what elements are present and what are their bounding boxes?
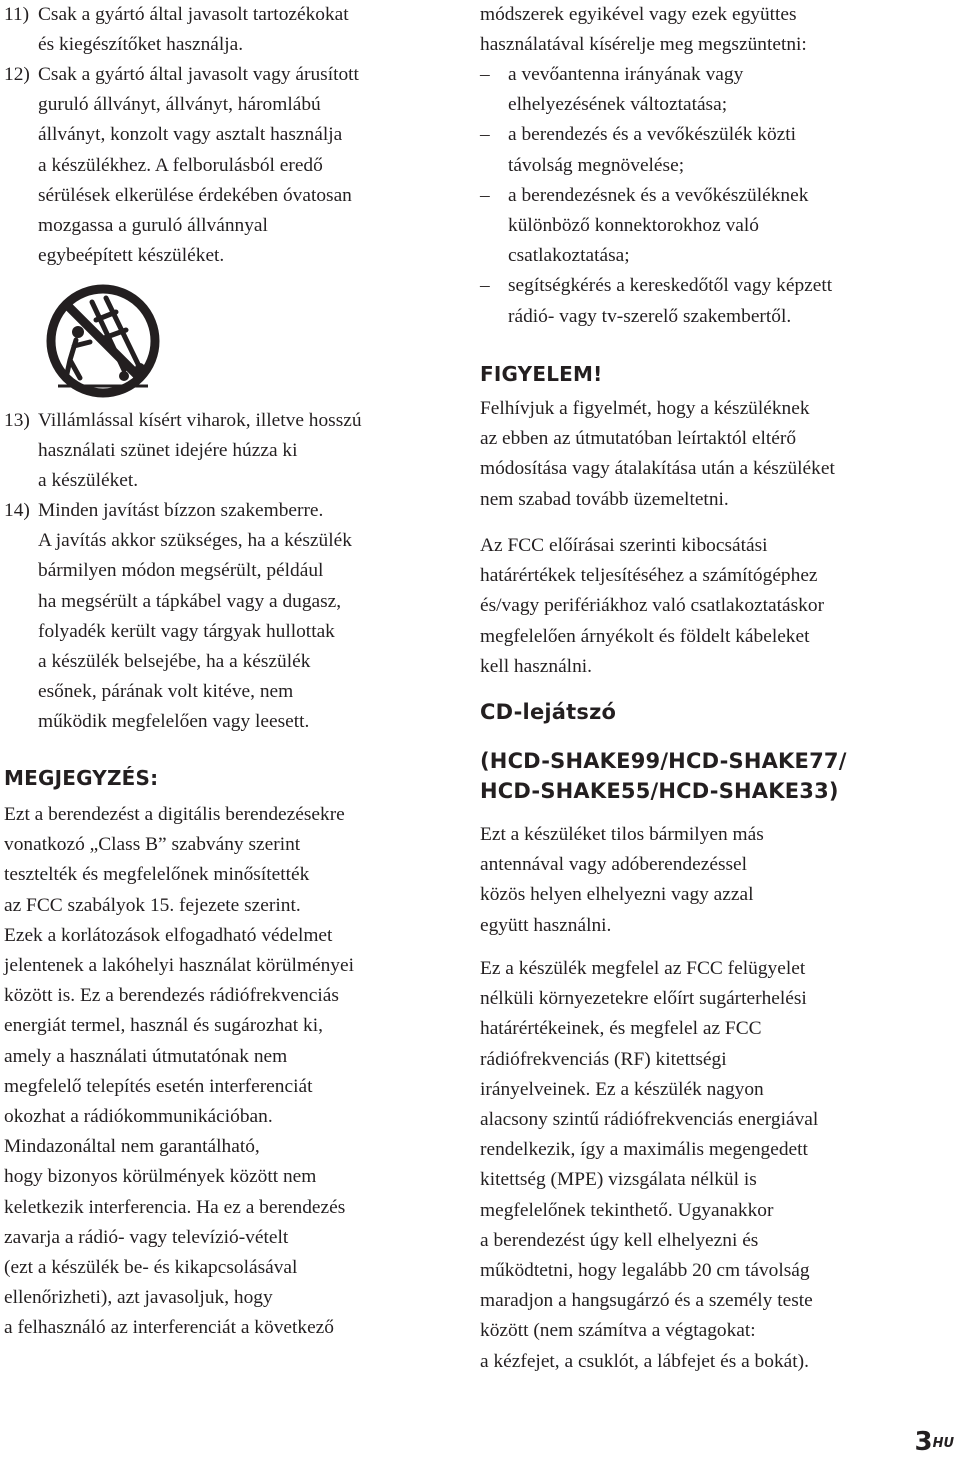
text-line: a berendezésnek és a vevőkészüléknek	[508, 184, 809, 206]
text-line: állványt, konzolt vagy asztalt használja	[38, 124, 343, 146]
dash-bullet: –	[480, 64, 490, 85]
dash-bullet: –	[480, 275, 490, 297]
text-line: antennával vagy adóberendezéssel	[480, 854, 748, 876]
page-number-value: 3	[914, 1427, 933, 1457]
item-number: 13)	[4, 410, 30, 431]
text-line: között is. Ez a berendezés rádiófrekvenciás	[4, 985, 339, 1007]
note-paragraph	[4, 800, 354, 1344]
text-line: amely a használati útmutatónak nem	[4, 1045, 288, 1067]
text-line: a kézfejet, a csuklót, a lábfejet és a bokát).	[480, 1350, 809, 1372]
text-line: Felhívjuk a figyelmét, hogy a készüléknek	[480, 398, 810, 419]
text-line: Csak a gyártó által javasolt vagy árusított	[38, 64, 359, 85]
text-line: Minden javítást bízzon szakemberre.	[38, 500, 324, 521]
text-line: ha megsérült a tápkábel vagy a dugasz,	[38, 590, 342, 612]
text-line: (HCD-SHAKE99/HCD-SHAKE77/	[480, 749, 847, 773]
text-line: ellenőrizheti), azt javasoljuk, hogy	[4, 1287, 273, 1309]
page-number	[914, 1427, 954, 1457]
text-line: és/vagy perifériákhoz való csatlakoztatáskor	[480, 595, 825, 617]
text-line: módszerek egyikével vagy ezek együttes	[480, 4, 797, 25]
text-line: kell használni.	[480, 655, 592, 677]
text-line: a készüléket.	[38, 470, 139, 492]
text-line: nem szabad tovább üzemeltetni.	[480, 488, 729, 510]
text-line: határértékeinek, és megfelel az FCC	[480, 1018, 762, 1040]
text-line: rendelkezik, így a maximális megengedett	[480, 1139, 808, 1161]
text-line: maradjon a hangsugárzó és a személy teste	[480, 1290, 813, 1312]
text-line: zavarja a rádió- vagy televízió-vételt	[4, 1226, 289, 1248]
dash-list	[480, 60, 832, 332]
text-line: használatával kísérelje meg megszüntetni:	[480, 34, 807, 56]
text-line: között (nem számítva a végtagokat:	[480, 1320, 756, 1342]
text-line: Ezek a korlátozások elfogadható védelmet	[4, 924, 333, 946]
text-line: távolság megnövelése;	[508, 154, 685, 176]
text-line: keletkezik interferencia. Ha ez a berendezés	[4, 1196, 346, 1218]
list-item-11	[4, 0, 349, 60]
text-line: A javítás akkor szükséges, ha a készülék	[38, 530, 352, 552]
text-line: energiát termel, használ és sugározhat ki,	[4, 1015, 323, 1037]
text-line: alacsony szintű rádiófrekvenciás energiával	[480, 1109, 819, 1131]
dash-list-item	[480, 60, 832, 120]
dash-bullet: –	[480, 184, 490, 206]
text-line: az FCC szabályok 15. fejezete szerint.	[4, 894, 301, 916]
text-line: a berendezés és a vevőkészülék közti	[508, 124, 797, 146]
text-line: sérülések elkerülése érdekében óvatosan	[38, 184, 352, 206]
text-line: megfelelő telepítés esetén interferenciát	[4, 1075, 313, 1097]
text-line: esőnek, párának volt kitéve, nem	[38, 681, 294, 703]
text-line: (ezt a készülék be- és kikapcsolásával	[4, 1257, 298, 1279]
text-line: nélküli környezetekre előírt sugárterhelési	[480, 988, 807, 1010]
text-line: vonatkozó „Class B” szabvány szerint	[4, 834, 301, 856]
text-line: megfelelőnek tekinthető. Ugyanakkor	[480, 1199, 774, 1221]
text-line: egybeépített készüléket.	[38, 245, 225, 267]
text-line: a berendezést úgy kell elhelyezni és	[480, 1229, 759, 1251]
fcc-paragraph	[480, 531, 824, 682]
item-number: 14)	[4, 500, 30, 521]
list-item-14	[4, 496, 352, 738]
text-line: rádiófrekvenciás (RF) kitettségi	[480, 1048, 727, 1070]
text-line: Villámlással kísért viharok, illetve hosszú	[38, 410, 362, 431]
text-line: a felhasználó az interferenciát a következő	[4, 1317, 334, 1339]
text-line: különböző konnektorokhoz való	[508, 215, 759, 237]
note-heading: MEGJEGYZÉS:	[4, 766, 159, 790]
item-number: 11)	[4, 4, 30, 25]
dash-list-item	[480, 120, 832, 180]
language-code: HU	[932, 1436, 954, 1451]
list-item-12	[4, 60, 359, 271]
text-line: a készülékhez. A felborulásból eredő	[38, 154, 323, 176]
text-line: guruló állványt, állványt, háromlábú	[38, 94, 321, 116]
text-line: HCD-SHAKE55/HCD-SHAKE33)	[480, 779, 839, 803]
model-heading	[480, 746, 847, 806]
text-line: Ezt a készüléket tilos bármilyen más	[480, 824, 764, 845]
text-line: Az FCC előírásai szerinti kibocsátási	[480, 535, 768, 556]
text-line: Mindazonáltal nem garantálható,	[4, 1136, 260, 1158]
intro-paragraph	[480, 0, 807, 60]
rf-exposure-paragraph	[480, 954, 818, 1377]
text-line: segítségkérés a kereskedőtől vagy képzett	[508, 275, 833, 297]
text-line: irányelveinek. Ez a készülék nagyon	[480, 1078, 764, 1100]
text-line: határértékek teljesítéséhez a számítógéphez	[480, 565, 818, 587]
antenna-paragraph	[480, 820, 764, 941]
warning-heading: FIGYELEM!	[480, 362, 603, 386]
text-line: működtetni, hogy legalább 20 cm távolság	[480, 1260, 810, 1282]
warning-paragraph	[480, 394, 835, 515]
text-line: együtt használni.	[480, 914, 612, 936]
dash-bullet: –	[480, 124, 490, 146]
text-line: megfelelően árnyékolt és földelt kábeleket	[480, 625, 810, 647]
cd-player-heading: CD-lejátszó	[480, 700, 617, 724]
text-line: folyadék került vagy tárgyak hullottak	[38, 620, 335, 642]
text-line: hogy bizonyos körülmények között nem	[4, 1166, 317, 1188]
text-line: kitettség (MPE) vizsgálata nélkül is	[480, 1169, 757, 1191]
text-line: és kiegészítőket használja.	[38, 34, 244, 56]
text-line: közös helyen elhelyezni vagy azzal	[480, 884, 754, 906]
dash-list-item	[480, 181, 832, 272]
text-line: az ebben az útmutatóban leírtaktól eltérő	[480, 428, 797, 450]
text-line: Ezt a berendezést a digitális berendezésekre	[4, 804, 345, 825]
dash-list-item	[480, 271, 832, 331]
text-line: elhelyezésének változtatása;	[508, 94, 728, 116]
text-line: Ez a készülék megfelel az FCC felügyelet	[480, 958, 806, 979]
text-line: mozgassa a guruló állvánnyal	[38, 215, 268, 237]
text-line: csatlakoztatása;	[508, 245, 630, 267]
text-line: bármilyen módon megsérült, például	[38, 560, 324, 582]
text-line: módosítása vagy átalakítása után a készüléket	[480, 458, 835, 480]
text-line: tesztelték és megfelelőnek minősítették	[4, 864, 310, 886]
text-line: Csak a gyártó által javasolt tartozékokat	[38, 4, 349, 25]
text-line: működik megfelelően vagy leesett.	[38, 711, 310, 733]
text-line: jelentenek a lakóhelyi használat körülményei	[4, 955, 354, 977]
item-number: 12)	[4, 64, 30, 85]
list-item-13	[4, 406, 362, 497]
text-line: rádió- vagy tv-szerelő szakembertől.	[508, 305, 792, 327]
text-line: a készülék belsejébe, ha a készülék	[38, 651, 311, 673]
text-line: okozhat a rádiókommunikációban.	[4, 1106, 273, 1128]
cart-tipover-warning-icon	[44, 282, 162, 400]
text-line: használati szünet idejére húzza ki	[38, 440, 298, 462]
text-line: a vevőantenna irányának vagy	[508, 64, 744, 85]
